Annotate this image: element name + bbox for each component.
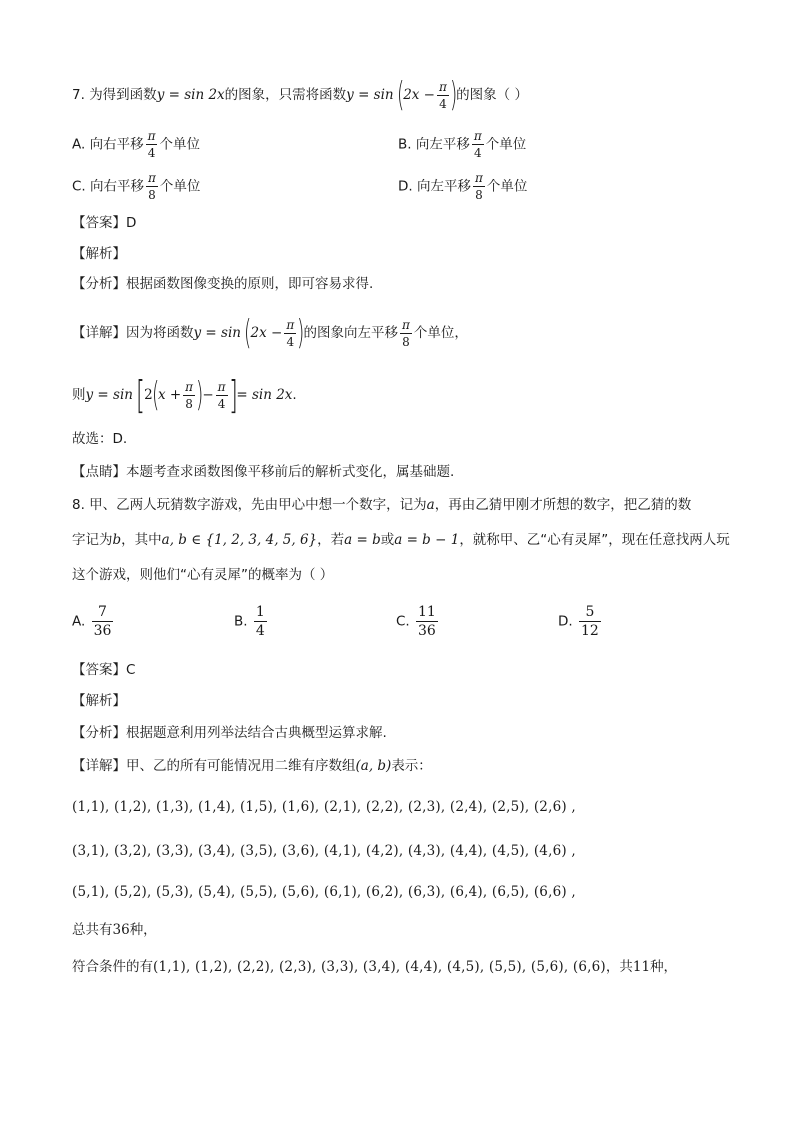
- q8-pairs-row-3: (5,1), (5,2), (5,3), (5,4), (5,5), (5,6), (6,1), (6,2), (6,3), (6,4), (6,5), (6,6) ,: [72, 884, 576, 900]
- q8-pairs-row-2: (3,1), (3,2), (3,3), (3,4), (3,5), (3,6), (4,1), (4,2), (4,3), (4,4), (4,5), (4,6) ,: [72, 843, 576, 859]
- q7-func1: y = sin 2x: [156, 87, 225, 103]
- q8-set: a, b ∈ {1, 2, 3, 4, 5, 6}: [161, 532, 318, 548]
- q7-ze-pi-over-8: $\frac{\pi}{8}$: [185, 379, 194, 411]
- q7-ze-func: y = sin: [85, 387, 133, 403]
- option-unit: 个单位: [486, 178, 528, 195]
- q8-answer: 【答案】C: [72, 662, 136, 678]
- option-letter: A.: [72, 613, 86, 630]
- option-letter: C.: [396, 613, 410, 630]
- q8-fit-count: 11: [632, 959, 651, 975]
- q8-pair: (a, b): [355, 758, 392, 774]
- q8-line1-text-b: ，再由乙猜甲刚才所想的数字，把乙猜的数: [434, 497, 692, 513]
- q7-xiangjie-text-a: 【详解】因为将函数: [72, 325, 194, 341]
- option-fraction: $\frac{\pi}{8}$: [474, 171, 483, 202]
- q7-ze-pi-over-4: $\frac{\pi}{4}$: [217, 379, 226, 411]
- option-text: 向左平移: [416, 178, 471, 195]
- q7-option-a: [72, 130, 200, 159]
- q7-option-d: [398, 172, 527, 201]
- q8-fit-list: (1,1), (1,2), (2,2), (2,3), (3,3), (3,4), (4,4), (4,5), (5,5), (5,6), (6,6): [153, 959, 606, 975]
- q8-var-a: a: [426, 497, 435, 513]
- option-letter: D.: [398, 178, 413, 195]
- q8-pairs-row-1: (1,1), (1,2), (1,3), (1,4), (1,5), (1,6), (2,1), (2,2), (2,3), (2,4), (2,5), (2,6) ,: [72, 799, 576, 815]
- q8-jiexi: 【解析】: [72, 693, 126, 709]
- q7-xiangjie-pi-over-4: $\frac{\pi}{4}$: [286, 317, 295, 349]
- q7-ze-two: 2: [144, 387, 153, 403]
- option-text: 向右平移: [90, 178, 145, 195]
- option-fraction: $\frac{5}{12}$: [580, 604, 599, 639]
- q7-guxuan: 故选：D.: [72, 431, 128, 447]
- q8-fenxi: 【分析】根据题意利用列举法结合古典概型运算求解.: [72, 725, 387, 741]
- q7-ze-minus: −: [202, 387, 214, 403]
- q7-stem-text-b: 的图象，只需将函数: [224, 87, 347, 103]
- q8-condition-2: a = b − 1: [394, 532, 460, 548]
- q8-stem-line1: [72, 494, 691, 516]
- q8-total: 总共有36种，: [72, 922, 157, 938]
- q8-stem-line3: 这个游戏，则他们“心有灵犀”的概率为（ ）: [72, 567, 334, 583]
- q8-option-d: [558, 605, 603, 638]
- option-fraction: $\frac{\pi}{8}$: [148, 171, 156, 202]
- q7-xiangjie-func-pre: y = sin: [193, 325, 241, 341]
- q7-stem-text-a: 为得到函数: [89, 87, 157, 103]
- q7-dianjing: 【点睛】本题考查求函数图像平移前后的解析式变化，属基础题.: [72, 464, 455, 480]
- option-fraction: $\frac{11}{36}$: [418, 604, 436, 639]
- q8-total-count: 36: [112, 922, 130, 938]
- option-fraction: $\frac{\pi}{4}$: [473, 129, 482, 160]
- q8-option-a: [72, 605, 115, 638]
- option-unit: 个单位: [159, 136, 200, 153]
- q7-answer: 【答案】D: [72, 215, 137, 231]
- option-letter: A.: [72, 136, 86, 153]
- q7-pi-over-4: $\frac{\pi}{4}$: [439, 79, 447, 111]
- option-text: 向右平移: [89, 136, 144, 153]
- option-unit: 个单位: [485, 136, 527, 153]
- q7-func2-pre: y = sin: [346, 87, 394, 103]
- q7-xiangjie-func-inner: 2x −: [250, 325, 283, 341]
- option-text: 向左平移: [415, 136, 470, 153]
- q8-condition-1: a = b: [344, 532, 381, 548]
- q7-fenxi: 【分析】根据函数图像变换的原则，即可容易求得.: [72, 276, 374, 292]
- q7-xiangjie-text-c: 个单位，: [413, 325, 468, 341]
- q7-option-b: [398, 130, 526, 159]
- q7-stem-text-c: 的图象（ ）: [456, 87, 528, 103]
- q8-option-b: [234, 605, 269, 638]
- q7-stem: 7. 为得到函数y = sin 2x的图象，只需将函数y = sin (2x − $\frac{\pi}{4}$ )的图象（ ）: [72, 75, 528, 115]
- q8-line1-text: 8. 甲、乙两人玩猜数字游戏，先由甲心中想一个数字，记为: [72, 497, 427, 513]
- q7-ze-x: x +: [157, 387, 182, 403]
- q8-stem-line2: 字记为b，其中a, b ∈ {1, 2, 3, 4, 5, 6}，若a = b或a = b − 1，就称甲、乙“心有灵犀”，现在任意找两人玩: [72, 532, 730, 548]
- option-letter: B.: [234, 613, 248, 630]
- q8-xiangjie: 【详解】甲、乙的所有可能情况用二维有序数组(a, b)表示：: [72, 758, 432, 774]
- q8-var-b: b: [112, 532, 122, 548]
- q8-fit: 符合条件的有(1,1), (1,2), (2,2), (2,3), (3,3), (3,4), (4,4), (4,5), (5,5), (5,6), (6,6)，共11种，: [72, 959, 678, 975]
- q7-ze: 则: [72, 387, 86, 403]
- option-letter: D.: [558, 613, 573, 630]
- option-fraction: $\frac{1}{4}$: [255, 604, 265, 639]
- option-letter: B.: [398, 136, 412, 153]
- q7-func2-inner: 2x −: [403, 87, 435, 103]
- option-fraction: $\frac{\pi}{4}$: [147, 129, 156, 160]
- q7-number: 7.: [72, 87, 85, 103]
- q7-xiangjie: 【详解】因为将函数y = sin (2x − $\frac{\pi}{4}$ )的图象向左平移 $\frac{\pi}{8}$ 个单位，: [72, 313, 468, 353]
- q7-jiexi: 【解析】: [72, 246, 126, 262]
- q7-option-c: [72, 172, 200, 201]
- q7-xiangjie-text-b: 的图象向左平移: [303, 325, 398, 341]
- option-unit: 个单位: [159, 178, 201, 195]
- q7-xiangjie-pi-over-8: $\frac{\pi}{8}$: [402, 317, 410, 349]
- q7-derivation: 则y = sin [2(x + $\frac{\pi}{8}$ )− $\frac{\pi}{4}$ ]= sin 2x.: [72, 373, 297, 417]
- option-fraction: $\frac{7}{36}$: [93, 604, 112, 639]
- option-letter: C.: [72, 178, 86, 195]
- q7-ze-result: = sin 2x: [236, 387, 293, 403]
- q8-option-c: [396, 605, 440, 638]
